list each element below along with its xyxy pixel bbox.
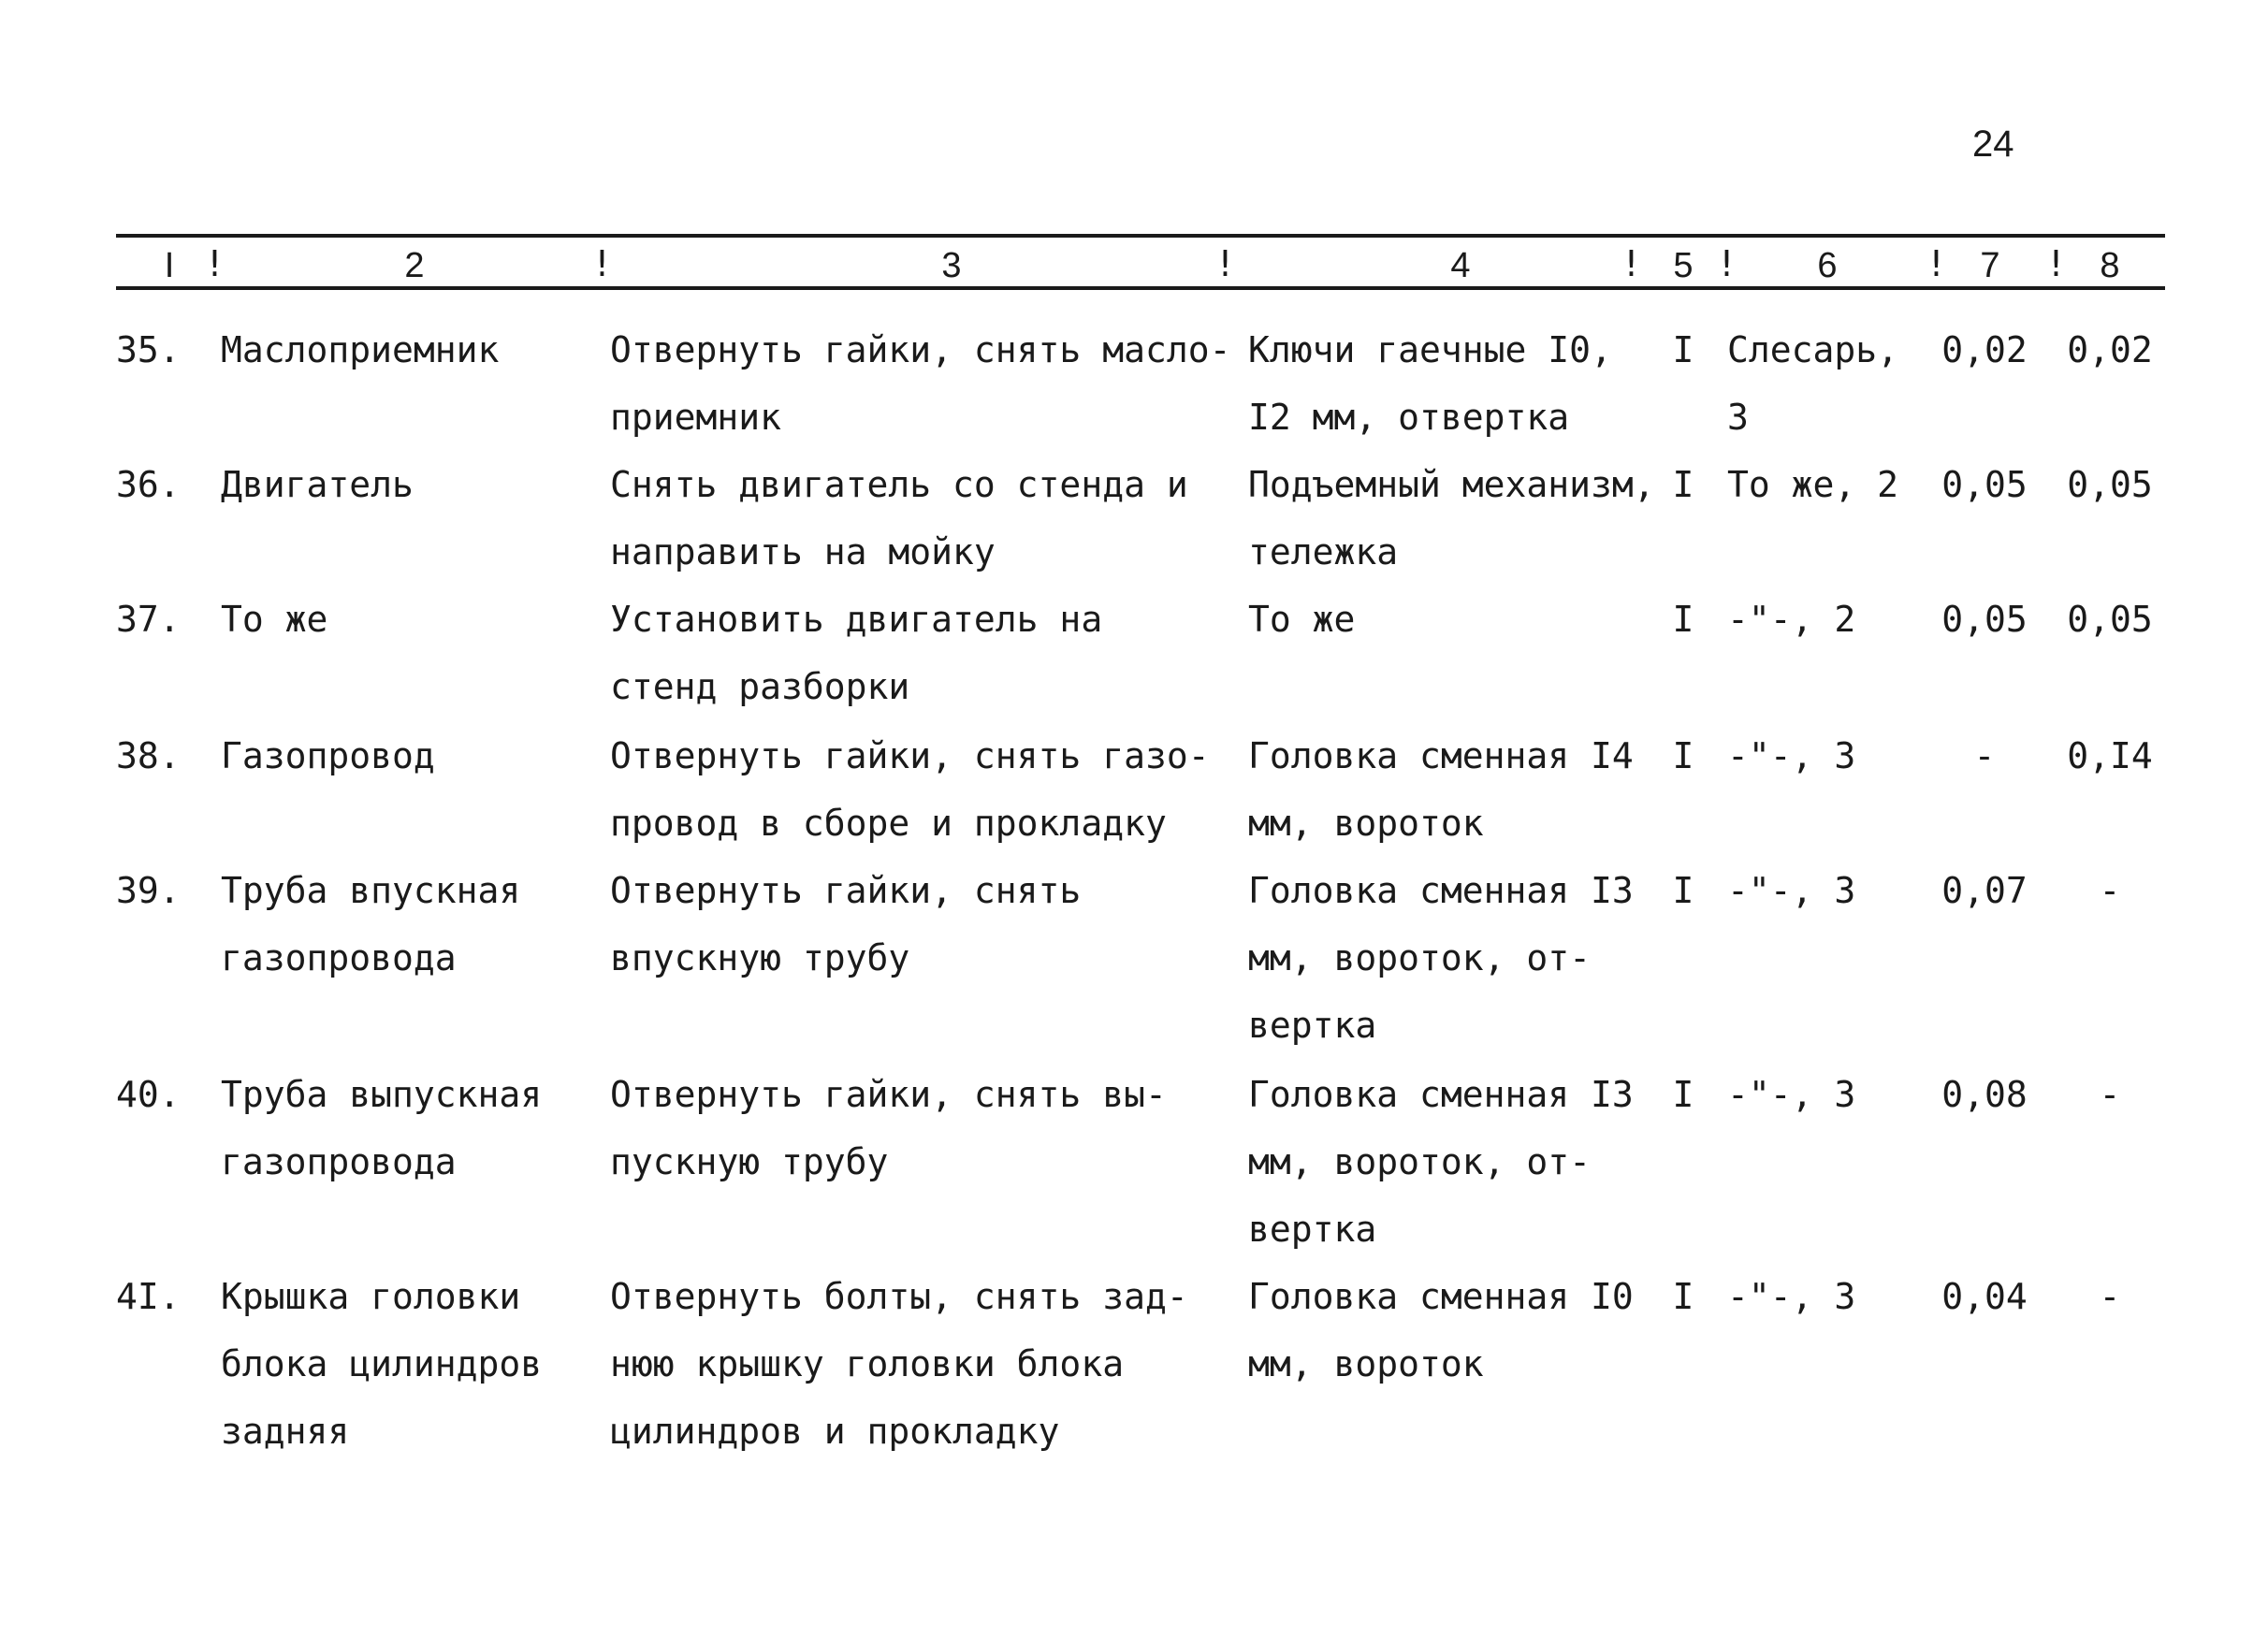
quantity: I [1672, 329, 1694, 370]
worker-grade: -"-, 3 [1727, 870, 1856, 911]
tools-text: Головка сменная I0 мм, вороток [1248, 1276, 1634, 1384]
operation-text: Отвернуть гайки, снять газо- провод в сборе и прокладку [610, 735, 1210, 844]
worker-grade: -"-, 3 [1727, 735, 1856, 776]
quantity: I [1672, 1074, 1694, 1115]
worker-grade: -"-, 3 [1727, 1074, 1856, 1115]
time-col-7: 0,04 [1941, 1276, 2028, 1317]
tools-text: Головка сменная I3 мм, вороток, от- вертка [1248, 870, 1634, 1046]
quantity: I [1672, 735, 1694, 776]
worker-grade: -"-, 3 [1727, 1276, 1856, 1317]
quantity: I [1672, 464, 1694, 505]
time-col-8: 0,I4 [2067, 735, 2153, 776]
header-col-3: 3 [941, 246, 962, 285]
page-number: 24 [1972, 123, 2014, 165]
header-col-7: 7 [1980, 246, 2000, 285]
tools-text: Головка сменная I4 мм, вороток [1248, 735, 1634, 844]
time-col-8: - [2099, 1074, 2121, 1115]
row-number: 37. [116, 599, 181, 640]
time-col-8: 0,05 [2067, 464, 2153, 505]
row-number: 4I. [116, 1276, 181, 1317]
header-separator: ! [1926, 243, 1947, 284]
time-col-7: 0,07 [1941, 870, 2028, 911]
header-col-4: 4 [1450, 246, 1471, 285]
row-number: 39. [116, 870, 181, 911]
header-separator: ! [2045, 243, 2067, 284]
part-name: Труба впускная газопровода [221, 870, 521, 978]
worker-grade: Слесарь, 3 [1727, 329, 1899, 438]
time-col-8: 0,05 [2067, 599, 2153, 640]
time-col-7: 0,05 [1941, 599, 2028, 640]
row-number: 38. [116, 735, 181, 776]
operation-text: Отвернуть болты, снять зад- нюю крышку головки блока цилиндров и прокладку [610, 1276, 1188, 1452]
time-col-7: 0,08 [1941, 1074, 2028, 1115]
part-name: Двигатель [221, 464, 414, 505]
header-separator: ! [204, 243, 225, 284]
time-col-7: - [1973, 735, 1996, 776]
operation-text: Установить двигатель на стенд разборки [610, 599, 1103, 707]
part-name: Маслоприемник [221, 329, 500, 370]
row-number: 35. [116, 329, 181, 370]
tools-text: Ключи гаечные I0, I2 мм, отвертка [1248, 329, 1612, 438]
tools-text: То же [1248, 599, 1356, 640]
operation-text: Отвернуть гайки, снять масло- приемник [610, 329, 1231, 438]
quantity: I [1672, 599, 1694, 640]
worker-grade: То же, 2 [1727, 464, 1899, 505]
header-separator: ! [1214, 243, 1236, 284]
header-col-1: I [164, 246, 175, 285]
header-col-8: 8 [2100, 246, 2120, 285]
part-name: Труба выпускная газопровода [221, 1074, 543, 1182]
worker-grade: -"-, 2 [1727, 599, 1856, 640]
header-col-2: 2 [404, 246, 425, 285]
part-name: То же [221, 599, 328, 640]
time-col-8: 0,02 [2067, 329, 2153, 370]
time-col-8: - [2099, 1276, 2121, 1317]
quantity: I [1672, 1276, 1694, 1317]
operation-text: Отвернуть гайки, снять впускную трубу [610, 870, 1082, 978]
quantity: I [1672, 870, 1694, 911]
table-header-rule [116, 286, 2165, 290]
header-separator: ! [1716, 243, 1737, 284]
part-name: Крышка головки блока цилиндров задняя [221, 1276, 543, 1452]
tools-text: Головка сменная I3 мм, вороток, от- вертка [1248, 1074, 1634, 1250]
time-col-7: 0,02 [1941, 329, 2028, 370]
header-separator: ! [591, 243, 613, 284]
header-col-6: 6 [1817, 246, 1838, 285]
table-top-rule [116, 234, 2165, 238]
tools-text: Подъемный механизм, тележка [1248, 464, 1655, 572]
time-col-8: - [2099, 870, 2121, 911]
header-separator: ! [1621, 243, 1642, 284]
header-col-5: 5 [1673, 246, 1694, 285]
row-number: 40. [116, 1074, 181, 1115]
operation-text: Отвернуть гайки, снять вы- пускную трубу [610, 1074, 1167, 1182]
row-number: 36. [116, 464, 181, 505]
operation-text: Снять двигатель со стенда и направить на мойку [610, 464, 1188, 572]
part-name: Газопровод [221, 735, 435, 776]
time-col-7: 0,05 [1941, 464, 2028, 505]
